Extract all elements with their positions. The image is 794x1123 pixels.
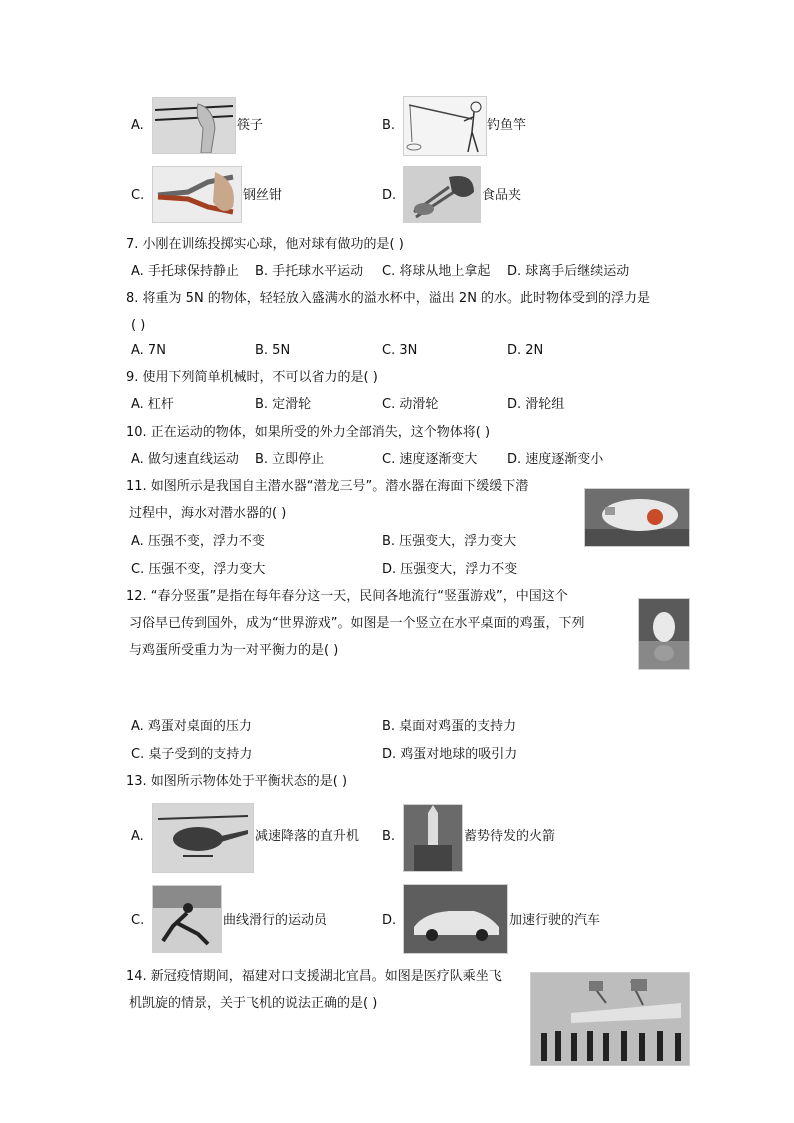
q8-stem-continued: ( ) — [131, 318, 146, 333]
q6-option-d-caption: 食品夹 — [482, 188, 522, 203]
q12-option-d: D. 鸡蛋对地球的吸引力 — [382, 747, 518, 762]
q6-option-b-caption: 钓鱼竿 — [487, 118, 527, 133]
q12-stem-line3: 与鸡蛋所受重力为一对平衡力的是( ) — [129, 643, 339, 658]
q12-stem-line2: 习俗早已传到国外，成为“世界游戏”。如图是一个竖立在水平桌面的鸡蛋，下列 — [129, 616, 585, 631]
food-tongs-photo-icon — [403, 166, 481, 223]
q13-option-b-letter: B. — [382, 829, 396, 844]
q13-option-c-caption: 曲线滑行的运动员 — [223, 913, 328, 928]
q6-option-a-caption: 筷子 — [237, 118, 264, 133]
q9-option-a: A. 杠杆 — [131, 397, 174, 412]
q8-stem: 8. 将重为 5N 的物体，轻轻放入盛满水的溢水杯中，溢出 2N 的水。此时物体受到的浮力是 — [126, 291, 651, 306]
q8-option-c: C. 3N — [382, 343, 418, 358]
chopsticks-photo-icon — [152, 97, 236, 154]
q7-option-d: D. 球离手后继续运动 — [507, 264, 630, 279]
q6-option-c-caption: 钢丝钳 — [243, 188, 283, 203]
car-photo-icon — [403, 884, 508, 954]
q9-stem: 9. 使用下列简单机械时，不可以省力的是( ) — [126, 370, 378, 385]
q13-option-a-letter: A. — [131, 829, 144, 844]
q9-option-b: B. 定滑轮 — [255, 397, 312, 412]
q13-option-b-caption: 蓄势待发的火箭 — [464, 829, 556, 844]
q13-option-d-caption: 加速行驶的汽车 — [509, 913, 601, 928]
q13-option-d-letter: D. — [382, 913, 397, 928]
q11-stem-line2: 过程中，海水对潜水器的( ) — [129, 506, 287, 521]
q12-option-a: A. 鸡蛋对桌面的压力 — [131, 719, 252, 734]
egg-photo-icon — [638, 598, 690, 670]
q10-option-a: A. 做匀速直线运动 — [131, 452, 239, 467]
q11-stem-line1: 11. 如图所示是我国自主潜水器“潜龙三号”。潜水器在海面下缓缓下潜 — [126, 479, 529, 494]
q11-option-a: A. 压强不变，浮力不变 — [131, 534, 265, 549]
q7-option-b: B. 手托球水平运动 — [255, 264, 364, 279]
q6-option-c-letter: C. — [131, 188, 145, 203]
q9-option-d: D. 滑轮组 — [507, 397, 565, 412]
q11-option-d: D. 压强变大，浮力不变 — [382, 562, 518, 577]
q13-option-a-caption: 减速降落的直升机 — [255, 829, 360, 844]
airplane-medical-team-photo-icon — [530, 972, 690, 1066]
q11-option-c: C. 压强不变，浮力变大 — [131, 562, 266, 577]
q10-option-c: C. 速度逐渐变大 — [382, 452, 478, 467]
q13-option-c-letter: C. — [131, 913, 145, 928]
q12-option-b: B. 桌面对鸡蛋的支持力 — [382, 719, 517, 734]
q7-option-a: A. 手托球保持静止 — [131, 264, 239, 279]
q13-stem: 13. 如图所示物体处于平衡状态的是( ) — [126, 774, 348, 789]
q8-option-a: A. 7N — [131, 343, 166, 358]
q14-stem-line2: 机凯旋的情景，关于飞机的说法正确的是( ) — [129, 996, 378, 1011]
q8-option-d: D. 2N — [507, 343, 544, 358]
submersible-photo-icon — [584, 488, 690, 547]
q7-stem: 7. 小刚在训练投掷实心球，他对球有做功的是( ) — [126, 237, 404, 252]
q10-stem: 10. 正在运动的物体，如果所受的外力全部消失，这个物体将( ) — [126, 425, 491, 440]
rocket-photo-icon — [403, 804, 463, 872]
q6-option-d-letter: D. — [382, 188, 397, 203]
fishing-rod-illustration-icon — [403, 96, 487, 156]
helicopter-photo-icon — [152, 803, 254, 873]
pliers-photo-icon — [152, 166, 242, 223]
q9-option-c: C. 动滑轮 — [382, 397, 439, 412]
q12-stem-line1: 12. “春分竖蛋”是指在每年春分这一天，民间各地流行“竖蛋游戏”，中国这个 — [126, 589, 568, 604]
q6-option-b-letter: B. — [382, 118, 396, 133]
q14-stem-line1: 14. 新冠疫情期间，福建对口支援湖北宜昌。如图是医疗队乘坐飞 — [126, 969, 502, 984]
q10-option-b: B. 立即停止 — [255, 452, 325, 467]
q11-option-b: B. 压强变大，浮力变大 — [382, 534, 517, 549]
q7-option-c: C. 将球从地上拿起 — [382, 264, 491, 279]
speed-skater-photo-icon — [152, 885, 222, 953]
q8-option-b: B. 5N — [255, 343, 291, 358]
q12-option-c: C. 桌子受到的支持力 — [131, 747, 253, 762]
q10-option-d: D. 速度逐渐变小 — [507, 452, 604, 467]
q6-option-a-letter: A. — [131, 118, 144, 133]
